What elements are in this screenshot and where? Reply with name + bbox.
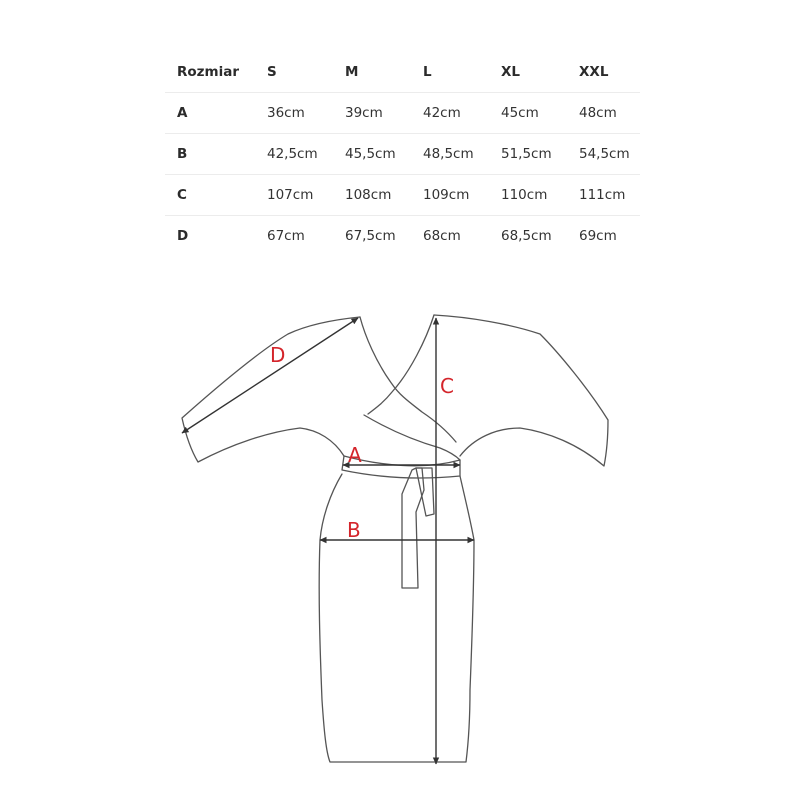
table-cell: 36cm xyxy=(255,93,333,134)
table-cell: 69cm xyxy=(579,228,617,244)
skirt-outline xyxy=(319,474,474,762)
row-label: A xyxy=(165,93,255,134)
table-cell: 68,5cm xyxy=(501,228,552,244)
table-cell: 42cm xyxy=(411,93,489,134)
table-cell: 51,5cm xyxy=(489,134,567,175)
dress-outline xyxy=(182,315,608,762)
wrap-overlap xyxy=(364,415,460,460)
row-label: C xyxy=(165,175,255,216)
measure-label-d: D xyxy=(270,343,286,367)
header-cell-size: Rozmiar xyxy=(165,52,255,93)
measure-label-b: B xyxy=(347,518,361,542)
table-cell: 45,5cm xyxy=(333,134,411,175)
table-cell: 108cm xyxy=(333,175,411,216)
measurement-arrows xyxy=(182,318,474,764)
table-cell: 107cm xyxy=(255,175,333,216)
table-cell: 110cm xyxy=(489,175,567,216)
table-cell: 48cm xyxy=(567,93,640,134)
right-neckline xyxy=(368,315,434,414)
right-sleeve-outline xyxy=(434,315,608,466)
belt-tie xyxy=(402,468,424,588)
header-cell-m: M xyxy=(333,52,411,93)
table-cell: 68cm xyxy=(423,228,461,244)
table-cell: 54,5cm xyxy=(567,134,640,175)
row-label: B xyxy=(165,134,255,175)
table-cell: 42,5cm xyxy=(255,134,333,175)
table-cell: 109cm xyxy=(411,175,489,216)
header-cell-xl: XL xyxy=(489,52,567,93)
table-cell: 39cm xyxy=(333,93,411,134)
header-cell-xxl: XXL xyxy=(567,52,640,93)
row-label: D xyxy=(177,228,189,244)
measure-label-a: A xyxy=(348,443,362,467)
header-cell-s: S xyxy=(255,52,333,93)
table-cell: 111cm xyxy=(567,175,640,216)
measure-d-arrow xyxy=(182,318,358,433)
table-cell: 67cm xyxy=(267,228,305,244)
table-cell: 67,5cm xyxy=(345,228,396,244)
header-cell-l: L xyxy=(411,52,489,93)
left-sleeve-outline xyxy=(182,317,360,462)
belt-knot xyxy=(416,468,434,516)
measure-label-c: C xyxy=(440,374,454,398)
table-cell: 48,5cm xyxy=(411,134,489,175)
table-cell: 45cm xyxy=(489,93,567,134)
